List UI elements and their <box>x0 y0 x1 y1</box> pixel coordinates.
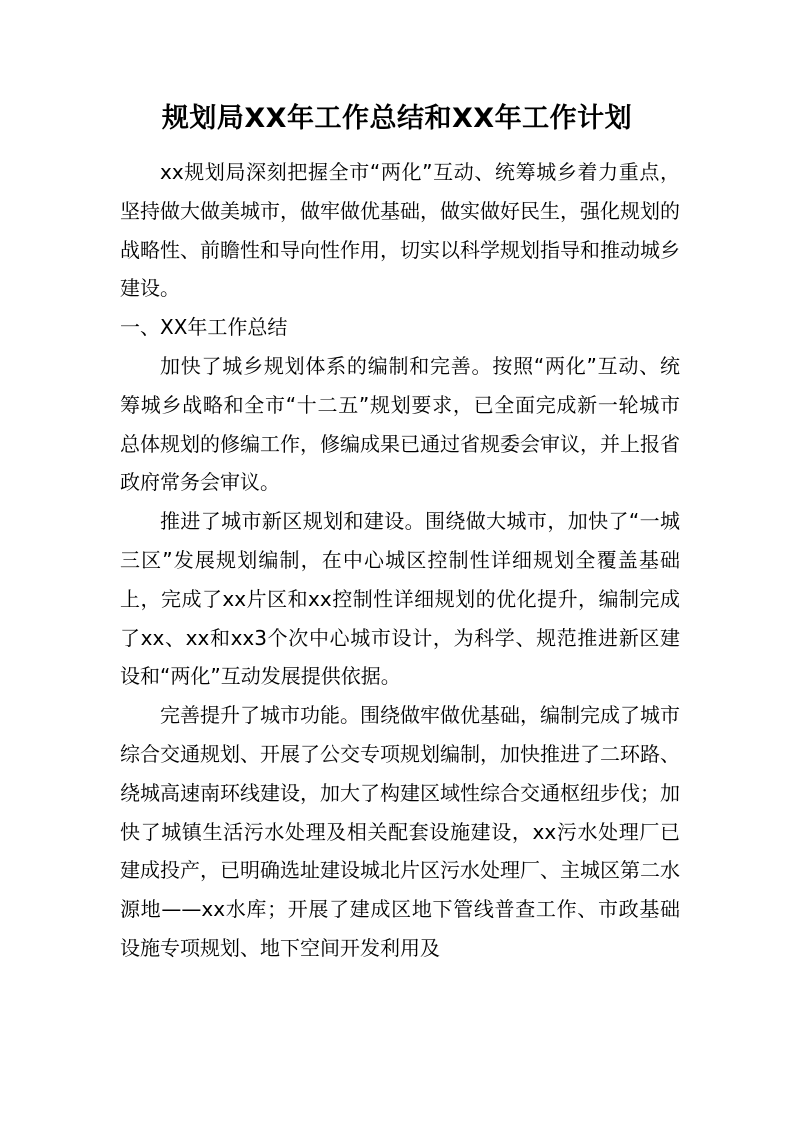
document-body <box>120 153 680 968</box>
document-title: 规划局XX年工作总结和XX年工作计划 <box>161 103 633 134</box>
intro-paragraph: xx规划局深刻把握全市“两化”互动、统筹城乡着力重点，坚持做大做美城市，做牢做优基础，做实做好民生，强化规划的战略性、前瞻性和导向性作用，切实以科学规划指导和推动城乡建设。 <box>120 160 680 301</box>
body-paragraph: 加快了城乡规划体系的编制和完善。按照“两化”互动、统筹城乡战略和全市“十二五”规划要求，已全面完成新一轮城市总体规划的修编工作，修编成果已通过省规委会审议，并上报省政府常务会审议。 <box>120 353 680 495</box>
body-paragraph: 完善提升了城市功能。围绕做牢做优基础，编制完成了城市综合交通规划、开展了公交专项规划编制，加快推进了二环路、绕城高速南环线建设，加大了构建区域性综合交通枢纽步伐；加快了城镇生活污水处理及相关配套设施建设，xx污水处理厂已建成投产，已明确选址建设城北片区污水处理厂、主城区第二水源地——xx水库；开展了建成区地下管线普查工作、市政基础设施专项规划、地下空间开发利用及 <box>120 703 680 960</box>
body-paragraph: 推进了城市新区规划和建设。围绕做大城市，加快了“一城三区”发展规划编制，在中心城区控制性详细规划全覆盖基础上，完成了xx片区和xx控制性详细规划的优化提升，编制完成了xx、xx和xx3个次中心城市设计，为科学、规范推进新区建设和“两化”互动发展提供依据。 <box>120 509 680 689</box>
section-heading: 一、XX年工作总结 <box>120 315 288 340</box>
